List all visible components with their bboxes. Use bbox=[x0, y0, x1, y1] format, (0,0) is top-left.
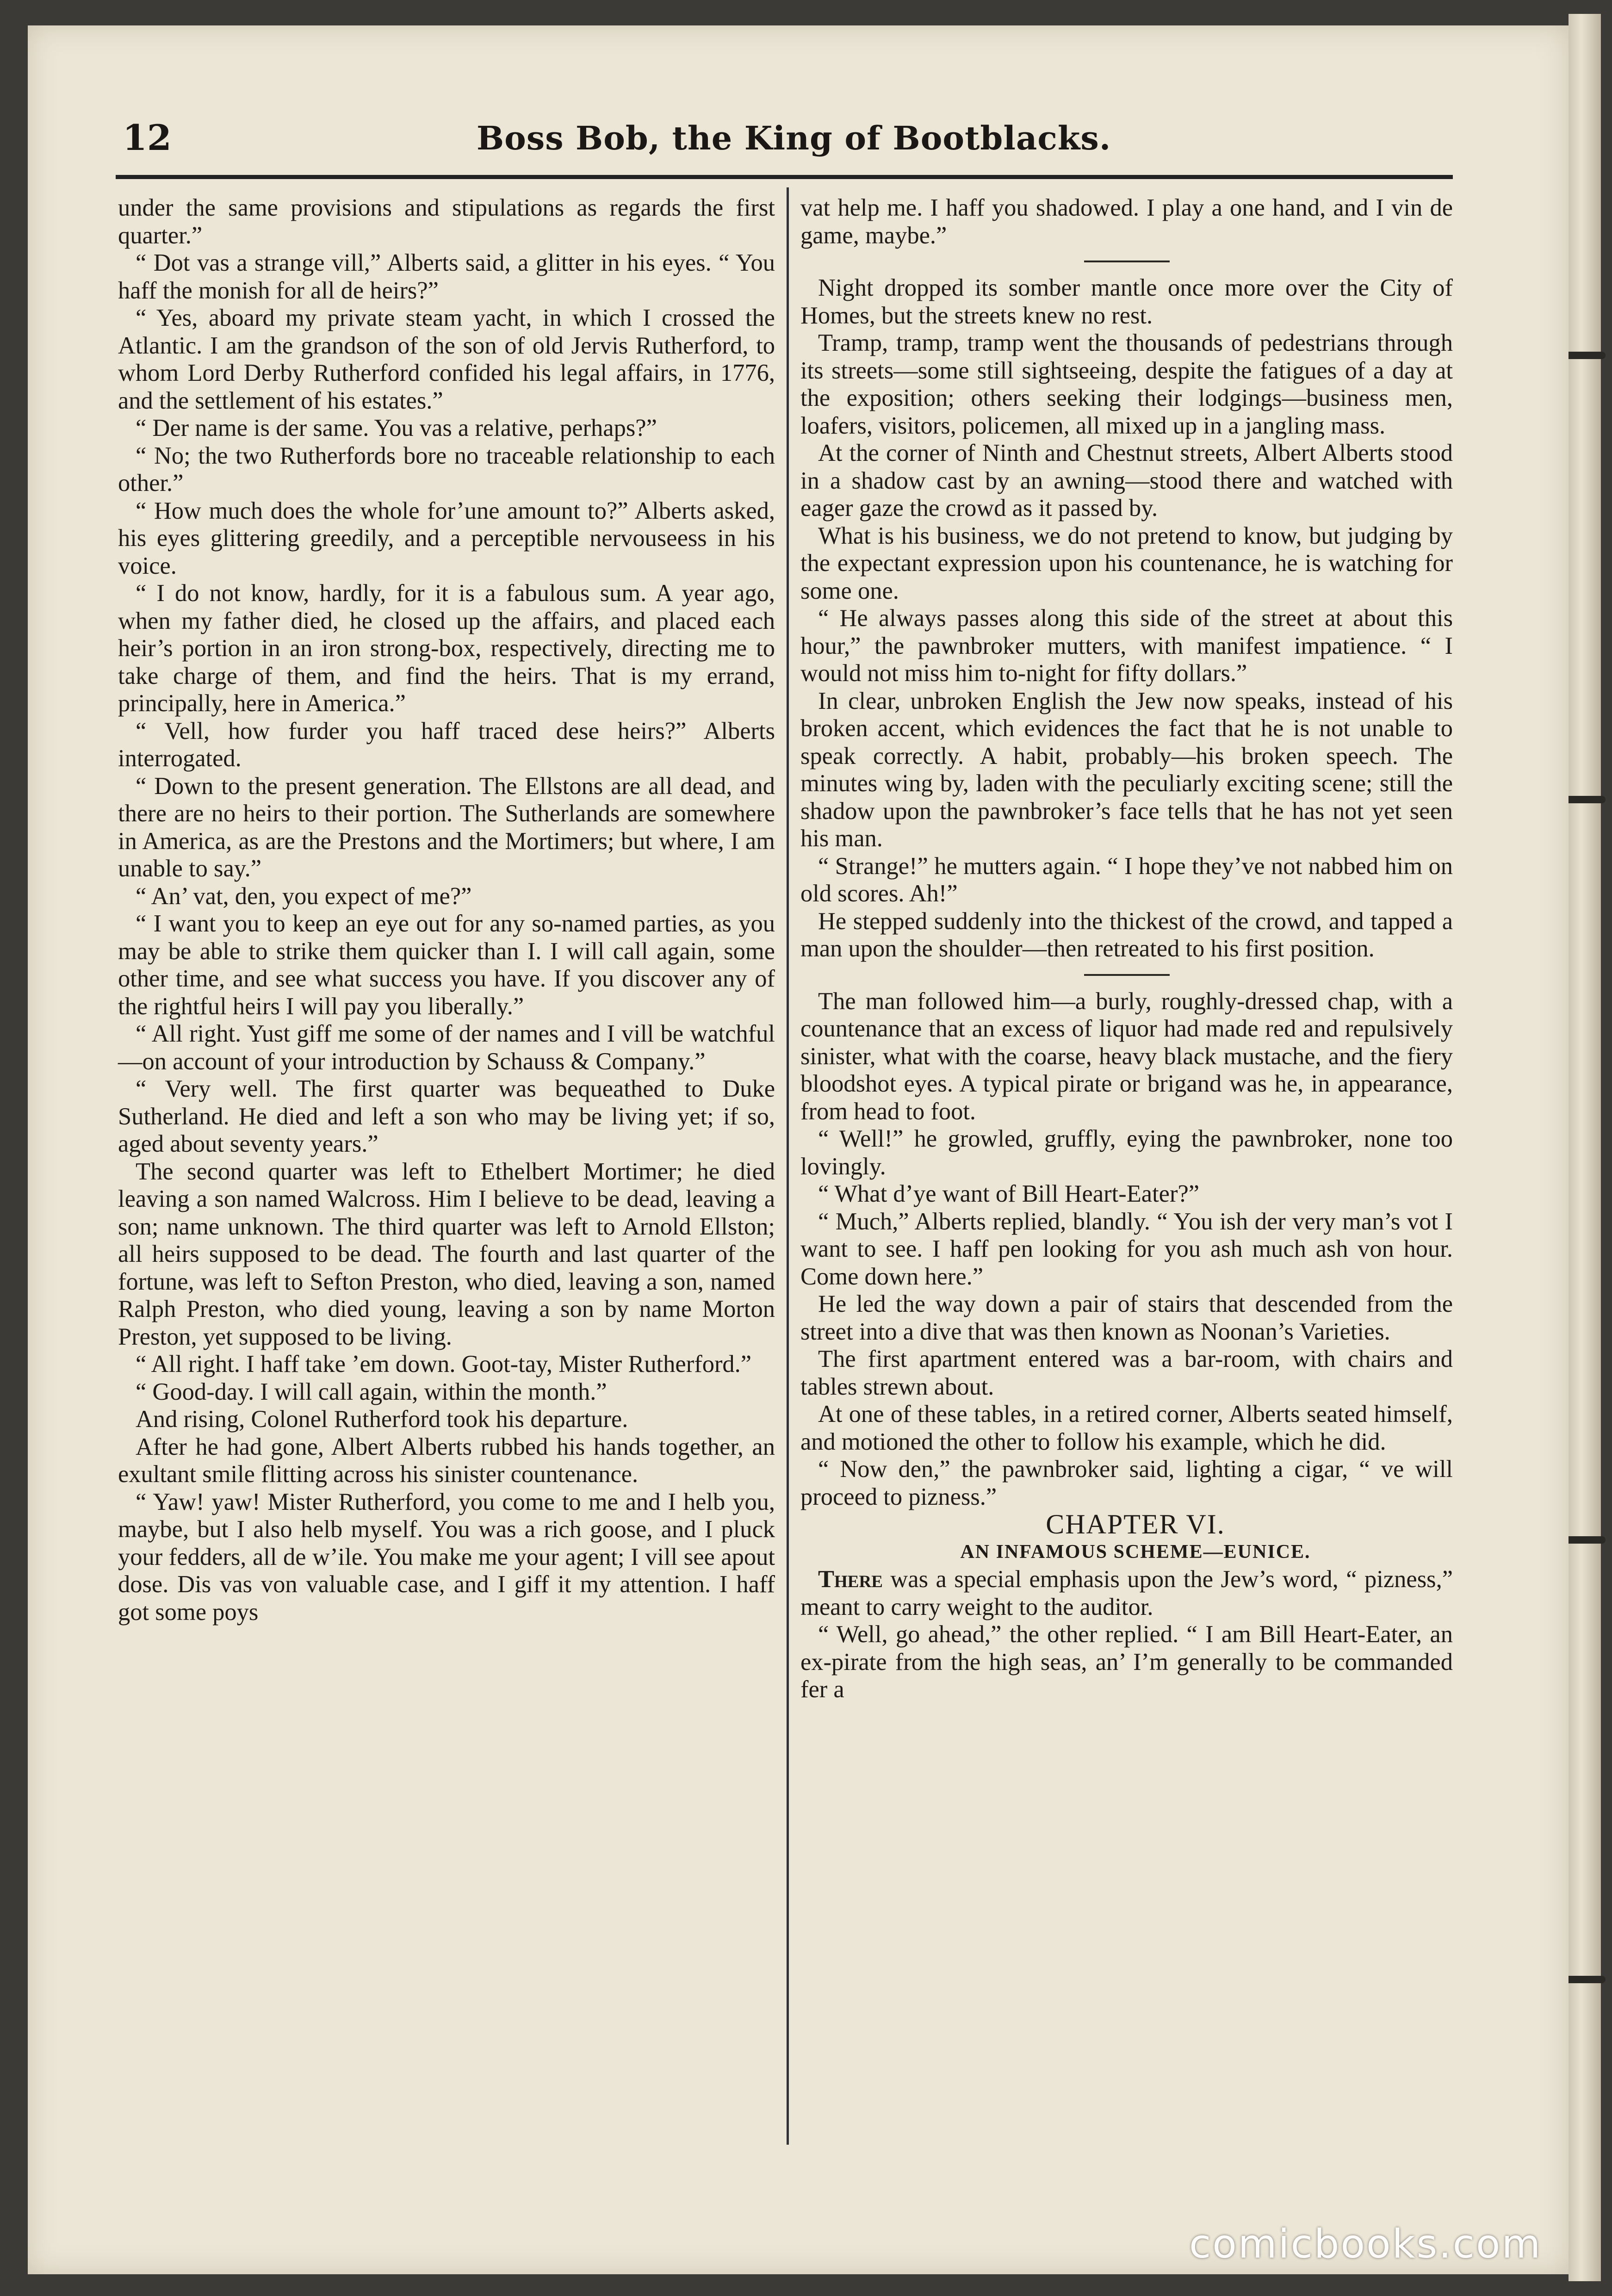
binding-stitch bbox=[1564, 796, 1606, 803]
paragraph bbox=[800, 1566, 1453, 1621]
paragraph: “ Vell, how furder you haff traced dese heirs?” Alberts interrogated. bbox=[118, 717, 775, 772]
paragraph: “ Very well. The first quarter was bequeathed to Duke Sutherland. He died and left a son who may be living yet; if so, aged about seventy years.” bbox=[118, 1075, 775, 1157]
paragraph: “ I want you to keep an eye out for any so-named parties, as you may be able to strike them quicker than I. I will call again, some other time, and see what success you have. If you discover any of the rightful heirs I will pay you liberally.” bbox=[118, 910, 775, 1020]
right-column bbox=[800, 194, 1453, 1704]
paragraph: under the same provisions and stipulations as regards the first quarter.” bbox=[118, 194, 775, 249]
paragraph: “ Good-day. I will call again, within the month.” bbox=[136, 1378, 607, 1405]
paragraph: At the corner of Ninth and Chestnut streets, Albert Alberts stood in a shadow cast by an awning—stood there and watched with eager gaze the crowd as it passed by. bbox=[800, 440, 1453, 521]
header-rule bbox=[116, 175, 1453, 179]
paragraph: “ All right. I haff take ’em down. Goot-tay, Mister Rutherford.” bbox=[136, 1351, 752, 1378]
paragraph: “ An’ vat, den, you expect of me?” bbox=[136, 882, 472, 910]
running-title: Boss Bob, the King of Bootblacks. bbox=[477, 119, 1111, 157]
page-number: 12 bbox=[123, 117, 172, 158]
paragraph: “ No; the two Rutherfords bore no traceable relationship to each other.” bbox=[118, 442, 775, 496]
paragraph: At one of these tables, in a retired corner, Alberts seated himself, and motioned the other to follow his example, which he did. bbox=[800, 1401, 1453, 1455]
section-separator bbox=[1084, 261, 1170, 262]
paragraph: “ All right. Yust giff me some of der names and I vill be watchful—on account of your introduction by Schauss & Company.” bbox=[118, 1020, 775, 1075]
paragraph: And rising, Colonel Rutherford took his departure. bbox=[136, 1406, 628, 1433]
paragraph: The man followed him—a burly, roughly-dressed chap, with a countenance that an excess of liquor had made red and repulsively sinister, what with the coarse, heavy black mustache, and the fiery bloodshot eyes. A typical pirate or brigand was he, in appearance, from head to foot. bbox=[800, 987, 1453, 1125]
paragraph: “ Much,” Alberts replied, blandly. “ You ish der very man’s vot I want to see. I haff pen looking for you ash much ash von hour. Come down here.” bbox=[800, 1208, 1453, 1290]
paragraph: He stepped suddenly into the thickest of the crowd, and tapped a man upon the shoulder—then retreated to his first position. bbox=[800, 907, 1453, 962]
site-watermark: comicbooks.com bbox=[1189, 2221, 1542, 2267]
paragraph: After he had gone, Albert Alberts rubbed his hands together, an exultant smile flitting across his sinister countenance. bbox=[118, 1433, 775, 1488]
column-divider bbox=[787, 187, 789, 2145]
paragraph: “ What d’ye want of Bill Heart-Eater?” bbox=[818, 1180, 1200, 1207]
paragraph: Night dropped its somber mantle once more over the City of Homes, but the streets knew no rest. bbox=[800, 274, 1453, 329]
running-header bbox=[99, 109, 1460, 164]
paragraph: “ Down to the present generation. The Ellstons are all dead, and there are no heirs to their portion. The Sutherlands are somewhere in America, as are the Prestons and the Mortimers; but where, I am unable to say.” bbox=[118, 772, 775, 882]
paragraph-text: was a special emphasis upon the Jew’s word, “ pizness,” meant to carry weight to the auditor. bbox=[800, 1566, 1453, 1620]
paragraph: “ Well, go ahead,” the other replied. “ I am Bill Heart-Eater, an ex-pirate from the high seas, an’ I’m generally to be commanded fer a bbox=[800, 1621, 1453, 1703]
paragraph: “ He always passes along this side of the street at about this hour,” the pawnbroker mutters, with manifest impatience. “ I would not miss him to-night for fifty dollars.” bbox=[800, 605, 1453, 687]
paragraph: “ Now den,” the pawnbroker said, lighting a cigar, “ ve will proceed to pizness.” bbox=[800, 1456, 1453, 1510]
paragraph: The second quarter was left to Ethelbert Mortimer; he died leaving a son named Walcross. Him I believe to be dead, leaving a son; name unknown. The third quarter was left to Arnold Ellston; all heirs supposed to be dead. The fourth and last quarter of the fortune, was left to Sefton Preston, who died, leaving a son, named Ralph Preston, who died young, leaving a son by name Morton Preston, yet supposed to be living. bbox=[118, 1158, 775, 1350]
binding-stitch bbox=[1564, 1536, 1606, 1544]
section-separator bbox=[1084, 974, 1170, 976]
paragraph: “ Well!” he growled, gruffly, eying the pawnbroker, none too lovingly. bbox=[800, 1125, 1453, 1180]
paragraph: “ Strange!” he mutters again. “ I hope they’ve not nabbed him on old scores. Ah!” bbox=[800, 852, 1453, 907]
paragraph: vat help me. I haff you shadowed. I play a one hand, and I vin de game, maybe.” bbox=[800, 194, 1453, 249]
chapter-heading: CHAPTER VI. bbox=[1046, 1509, 1225, 1539]
paragraph: The first apartment entered was a bar-room, with chairs and tables strewn about. bbox=[800, 1346, 1453, 1400]
binding-stitch bbox=[1564, 1976, 1606, 1983]
paragraph: He led the way down a pair of stairs that descended from the street into a dive that was then known as Noonan’s Varieties. bbox=[800, 1291, 1453, 1345]
paragraph: “ I do not know, hardly, for it is a fabulous sum. A year ago, when my father died, he closed up the affairs, and placed each heir’s portion in an iron strong-box, respectively, directing me to take charge of them, and find the heirs. That is my errand, principally, here in America.” bbox=[118, 580, 775, 717]
paragraph: Tramp, tramp, tramp went the thousands of pedestrians through its streets—some still sightseeing, despite the fatigues of a day at the exposition; others seeking their lodgings—business men, loafers, visitors, policemen, all mixed up in a jangling mass. bbox=[800, 329, 1453, 439]
paragraph: “ How much does the whole for’une amount to?” Alberts asked, his eyes glittering greedily, and a perceptible nervouseess in his voice. bbox=[118, 497, 775, 579]
paragraph: “ Yes, aboard my private steam yacht, in which I crossed the Atlantic. I am the grandson of the son of old Jervis Rutherford, to whom Lord Derby Rutherford confided his legal affairs, in 1776, and the settlement of his estates.” bbox=[118, 304, 775, 414]
paragraph: “ Yaw! yaw! Mister Rutherford, you come to me and I helb you, maybe, but I also helb myself. You was a rich goose, and I pluck your fedders, all de w’ile. You make me your agent; I vill see apout dose. Dis vas von valuable case, and I giff it my attention. I haff got some poys bbox=[118, 1488, 775, 1626]
paragraph: “ Der name is der same. You vas a relative, perhaps?” bbox=[136, 415, 657, 441]
binding-stitch bbox=[1564, 352, 1606, 359]
paragraph: What is his business, we do not pretend to know, but judging by the expectant expression upon his countenance, he is watching for some one. bbox=[800, 522, 1453, 604]
left-column bbox=[118, 194, 775, 1626]
paragraph: In clear, unbroken English the Jew now speaks, instead of his broken accent, which evidences the fact that he is not unable to speak correctly. A habit, probably—his broken speech. The minutes wing by, laden with the peculiarly exciting scene; still the shadow upon the pawnbroker’s face tells that he has not yet seen his man. bbox=[800, 687, 1453, 852]
drop-word: There bbox=[818, 1566, 883, 1593]
paragraph: “ Dot vas a strange vill,” Alberts said, a glitter in his eyes. “ You haff the monish for all de heirs?” bbox=[118, 249, 775, 304]
chapter-subheading: AN INFAMOUS SCHEME—EUNICE. bbox=[960, 1541, 1311, 1563]
